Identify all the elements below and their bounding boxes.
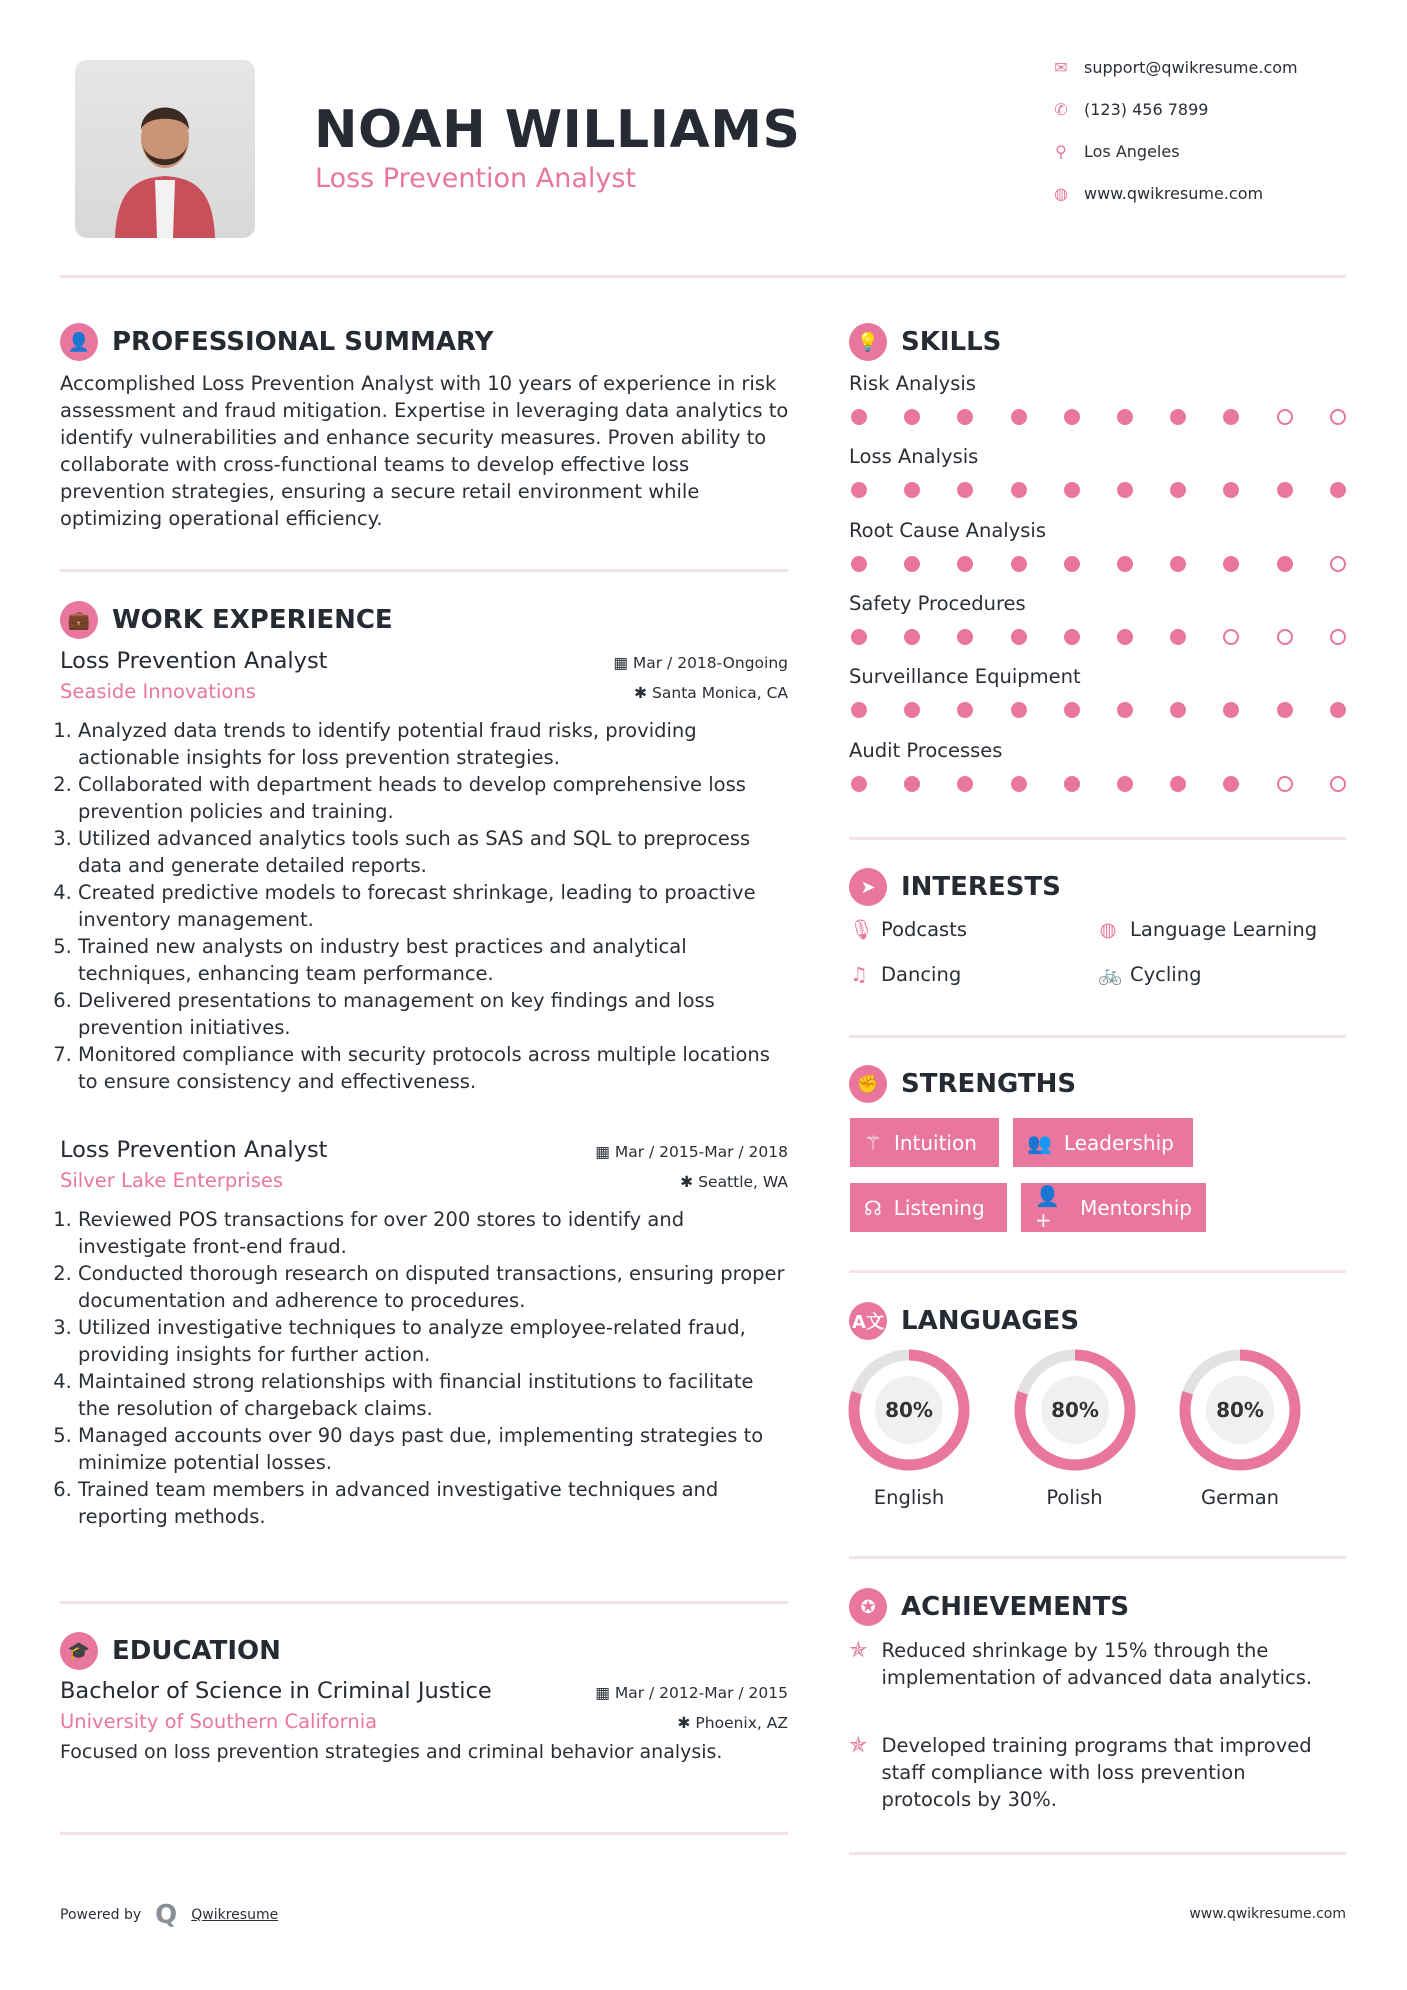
skill-name: Risk Analysis: [849, 372, 976, 395]
summary-heading: [60, 323, 493, 361]
powered-by-text: Powered by: [60, 1907, 142, 1923]
skill-dot-empty: [1277, 409, 1293, 425]
profile-photo: [75, 60, 255, 238]
job-bullet: 3. Utilized investigative techniques to analyze employee-related fraud, providing insights for further action.: [78, 1314, 788, 1368]
bicycle-icon: 🚲: [1098, 963, 1123, 986]
job-company: Seaside Innovations: [60, 680, 256, 703]
skill-dot-filled: [1223, 482, 1239, 498]
job-title: Loss Prevention Analyst: [60, 648, 328, 674]
skill-dot-filled: [1117, 482, 1133, 498]
heading-text: SKILLS: [901, 327, 1002, 357]
header-divider: [60, 275, 1346, 278]
skill-dot-filled: [1223, 776, 1239, 792]
map-pin-icon: ⚲: [1055, 142, 1067, 161]
languages-heading: [849, 1302, 1079, 1340]
divider: [849, 1852, 1346, 1855]
interest-item: [849, 918, 967, 941]
summary-text: Accomplished Loss Prevention Analyst with 10 years of experience in risk assessment and fraud mitigation. Expertise in leveraging data analytics to identify vulnerabilities and enhance security measures. Proven ability to collaborate with cross-functional teams to develop effective loss prevention strategies, ensuring a secure retail environment while optimizing operational efficiency.: [60, 372, 789, 530]
music-note-icon: ♫: [850, 963, 868, 986]
pin-icon: ✱: [680, 1173, 699, 1191]
calendar-icon: ▦: [613, 654, 633, 672]
skill-name: Root Cause Analysis: [849, 518, 1046, 542]
strength-tag: [850, 1183, 1007, 1232]
skill-dot-empty: [1277, 629, 1293, 645]
interest-item: [849, 963, 961, 986]
skill-dot-filled: [1223, 556, 1239, 572]
brand-link[interactable]: Qwikresume: [191, 1907, 279, 1923]
location-text: Phoenix, AZ: [695, 1714, 788, 1732]
calendar-icon: ▦: [595, 1143, 615, 1161]
candidate-name: NOAH WILLIAMS: [314, 100, 801, 160]
star-badge-icon: ✪: [849, 1588, 887, 1626]
job-location: [634, 684, 788, 702]
language-icon: A文: [849, 1302, 887, 1340]
skill-dot-filled: [1277, 556, 1293, 572]
skill-dot-empty: [1223, 629, 1239, 645]
phone-text: (123) 456 7899: [1084, 100, 1209, 119]
location-text: Santa Monica, CA: [652, 684, 788, 702]
skill-dot-filled: [851, 482, 867, 498]
heading-text: LANGUAGES: [901, 1306, 1080, 1336]
divider: [849, 1556, 1346, 1559]
skill-name: Loss Analysis: [849, 445, 979, 469]
language-donut: [1175, 1345, 1305, 1475]
skill-dot-filled: [1117, 629, 1133, 645]
skill-dot-filled: [1223, 702, 1239, 718]
job-location: [680, 1173, 788, 1191]
job-bullet: 4. Maintained strong relationships with financial institutions to facilitate the resolution of chargeback claims.: [78, 1368, 788, 1422]
job-bullet: 2. Collaborated with department heads to develop comprehensive loss prevention policies and training.: [78, 771, 788, 825]
skill-dot-filled: [1011, 409, 1027, 425]
microphone-icon: 🎙: [849, 918, 874, 941]
divider: [849, 837, 1346, 840]
graduation-icon: 🎓: [60, 1632, 98, 1670]
skill-dot-filled: [851, 556, 867, 572]
skill-dot-filled: [904, 776, 920, 792]
skill-dot-filled: [1330, 702, 1346, 718]
dates-text: Mar / 2012-Mar / 2015: [614, 1684, 788, 1702]
footer-website[interactable]: www.qwikresume.com: [1189, 1906, 1346, 1922]
skill-dot-filled: [851, 629, 867, 645]
heading-text: STRENGTHS: [901, 1069, 1077, 1099]
skill-dot-empty: [1277, 776, 1293, 792]
skills-heading: [849, 323, 1001, 361]
location-text: Los Angeles: [1084, 142, 1180, 161]
language-donut: [1010, 1345, 1140, 1475]
skill-dot-filled: [1064, 629, 1080, 645]
job-bullet: 3. Utilized advanced analytics tools such as SAS and SQL to preprocess data and generate detailed reports.: [78, 825, 788, 879]
magic-wand-icon: ⚚: [864, 1130, 882, 1155]
interests-heading: [849, 868, 1061, 906]
skill-dot-filled: [1170, 556, 1186, 572]
interest-item: [1098, 918, 1317, 941]
skill-dot-filled: [1170, 629, 1186, 645]
job-bullet: 1. Reviewed POS transactions for over 200 stores to identify and investigate front-end fraud.: [78, 1206, 788, 1260]
skill-name: Safety Procedures: [849, 591, 1026, 615]
job-bullet: 5. Trained new analysts on industry best practices and analytical techniques, enhancing team performance.: [78, 933, 788, 987]
heading-text: EDUCATION: [112, 1636, 281, 1666]
skill-dot-filled: [1011, 482, 1027, 498]
edu-dates: [595, 1684, 788, 1702]
language-name: Polish: [1046, 1486, 1103, 1509]
heading-text: ACHIEVEMENTS: [901, 1592, 1130, 1622]
skill-dot-filled: [1117, 409, 1133, 425]
heading-text: WORK EXPERIENCE: [112, 605, 393, 635]
skill-dot-filled: [1064, 482, 1080, 498]
job-bullet: 5. Managed accounts over 90 days past due, implementing strategies to minimize potential losses.: [78, 1422, 788, 1476]
language-donut: [844, 1345, 974, 1475]
skill-dot-empty: [1330, 629, 1346, 645]
skill-dot-filled: [1117, 556, 1133, 572]
interest-label: Dancing: [881, 963, 962, 986]
language-name: German: [1200, 1486, 1280, 1509]
envelope-icon: ✉: [1054, 58, 1068, 77]
email-text: support@qwikresume.com: [1084, 58, 1298, 77]
contact-website[interactable]: [1052, 184, 1263, 203]
achievement-text: Reduced shrinkage by 15% through the implementation of advanced data analytics.: [881, 1639, 1313, 1689]
interest-label: Podcasts: [881, 918, 968, 941]
users-icon: 👥: [1027, 1130, 1052, 1155]
skill-dot-filled: [1011, 629, 1027, 645]
skill-dot-filled: [1064, 409, 1080, 425]
divider: [849, 1270, 1346, 1273]
phone-icon: ✆: [1054, 100, 1068, 119]
skill-dot-filled: [851, 776, 867, 792]
globe-icon: ◍: [1054, 184, 1068, 203]
fist-icon: ✊: [849, 1065, 887, 1103]
heading-text: INTERESTS: [901, 872, 1061, 902]
skill-dot-filled: [1011, 702, 1027, 718]
skill-dot-filled: [1277, 482, 1293, 498]
achievements-heading: [849, 1588, 1129, 1626]
tag-label: Mentorship: [1080, 1195, 1192, 1220]
school: University of Southern California: [60, 1710, 378, 1733]
divider: [849, 1035, 1346, 1038]
contact-email[interactable]: [1052, 58, 1298, 77]
job-bullets: [60, 1206, 788, 1530]
job-company: Silver Lake Enterprises: [60, 1169, 284, 1192]
job-entry: [60, 648, 788, 1095]
strength-tag: [1013, 1118, 1193, 1167]
language-percent: 80%: [885, 1398, 933, 1422]
job-entry: [60, 1137, 788, 1530]
skill-dot-filled: [1277, 702, 1293, 718]
skill-dot-empty: [1330, 556, 1346, 572]
globe-icon: ◍: [1099, 918, 1117, 941]
dates-text: Mar / 2015-Mar / 2018: [614, 1143, 788, 1161]
strength-tag: [1021, 1183, 1206, 1232]
interest-label: Language Learning: [1130, 918, 1318, 941]
achievement-item: [849, 1732, 1319, 1813]
degree: Bachelor of Science in Criminal Justice: [60, 1678, 492, 1704]
skill-dot-filled: [1170, 482, 1186, 498]
skill-dot-filled: [1117, 702, 1133, 718]
skill-dot-filled: [904, 482, 920, 498]
user-plus-icon: 👤+: [1035, 1183, 1060, 1232]
skill-dot-filled: [904, 629, 920, 645]
achievement-item: [849, 1637, 1319, 1691]
experience-heading: [60, 601, 393, 639]
skill-dot-filled: [957, 409, 973, 425]
tag-label: Listening: [893, 1195, 985, 1220]
edu-description: Focused on loss prevention strategies and criminal behavior analysis.: [60, 1741, 723, 1763]
tag-label: Intuition: [893, 1130, 977, 1155]
skill-dot-filled: [957, 776, 973, 792]
skill-dot-filled: [1064, 776, 1080, 792]
achievement-text: Developed training programs that improved staff compliance with loss prevention protocols by 30%.: [881, 1734, 1312, 1811]
job-bullet: 7. Monitored compliance with security protocols across multiple locations to ensure consistency and effectiveness.: [78, 1041, 788, 1095]
skill-dot-filled: [957, 482, 973, 498]
paper-plane-icon: ➤: [849, 868, 887, 906]
job-bullet: 6. Trained team members in advanced investigative techniques and reporting methods.: [78, 1476, 788, 1530]
divider: [60, 1832, 788, 1835]
contact-phone: [1052, 100, 1208, 119]
strength-tag: [850, 1118, 999, 1167]
qwikresume-logo-icon: Q: [155, 1900, 178, 1930]
job-bullet: 1. Analyzed data trends to identify potential fraud risks, providing actionable insights for loss prevention strategies.: [78, 717, 788, 771]
skill-name: Audit Processes: [849, 738, 1003, 762]
divider: [60, 1601, 788, 1604]
skill-dot-empty: [1330, 776, 1346, 792]
footer-powered: [60, 1900, 278, 1930]
skill-dot-filled: [1170, 409, 1186, 425]
edu-location: [678, 1714, 789, 1732]
lightbulb-icon: 💡: [849, 323, 887, 361]
skill-dot-filled: [904, 556, 920, 572]
job-title: Loss Prevention Analyst: [60, 1137, 328, 1163]
heading-text: PROFESSIONAL SUMMARY: [112, 327, 494, 357]
shooting-star-icon: ✯: [849, 1638, 868, 1663]
job-bullet: 4. Created predictive models to forecast shrinkage, leading to proactive inventory management.: [78, 879, 788, 933]
skill-dot-filled: [1170, 702, 1186, 718]
skill-dot-filled: [1064, 556, 1080, 572]
skill-dot-filled: [904, 702, 920, 718]
location-text: Seattle, WA: [698, 1173, 788, 1191]
skill-dot-filled: [851, 409, 867, 425]
interest-item: [1098, 963, 1201, 986]
language-percent: 80%: [1050, 1398, 1099, 1422]
skill-dot-filled: [957, 629, 973, 645]
dates-text: Mar / 2018-Ongoing: [632, 654, 788, 672]
website-text: www.qwikresume.com: [1084, 184, 1264, 203]
job-bullet: 6. Delivered presentations to management on key findings and loss prevention initiatives.: [78, 987, 788, 1041]
skill-dot-filled: [1011, 556, 1027, 572]
shooting-star-icon: ✯: [849, 1733, 868, 1758]
skill-dot-filled: [851, 702, 867, 718]
contact-location: [1052, 142, 1180, 161]
tag-label: Leadership: [1063, 1130, 1174, 1155]
pin-icon: ✱: [677, 1714, 696, 1732]
skill-dot-filled: [1223, 409, 1239, 425]
language-name: English: [873, 1486, 945, 1509]
calendar-icon: ▦: [595, 1684, 615, 1702]
job-dates: [595, 1143, 788, 1161]
skill-dot-filled: [904, 409, 920, 425]
divider: [60, 569, 788, 572]
skill-dot-filled: [1170, 776, 1186, 792]
job-bullet: 2. Conducted thorough research on disputed transactions, ensuring proper documentation and adherence to procedures.: [78, 1260, 788, 1314]
headphones-icon: ☊: [864, 1195, 882, 1220]
job-dates: [613, 654, 788, 672]
language-percent: 80%: [1216, 1398, 1264, 1422]
user-icon: 👤: [60, 323, 98, 361]
skill-dot-empty: [1330, 409, 1346, 425]
skill-dot-filled: [1011, 776, 1027, 792]
pin-icon: ✱: [634, 684, 653, 702]
strengths-heading: [849, 1065, 1076, 1103]
skill-dot-filled: [1064, 702, 1080, 718]
interest-label: Cycling: [1130, 963, 1202, 986]
skill-dot-filled: [1117, 776, 1133, 792]
skill-dot-filled: [957, 556, 973, 572]
briefcase-icon: 💼: [60, 601, 98, 639]
skill-dot-filled: [1330, 482, 1346, 498]
skill-dot-filled: [957, 702, 973, 718]
education-entry: [60, 1678, 788, 1766]
candidate-title: Loss Prevention Analyst: [315, 163, 636, 194]
skill-name: Surveillance Equipment: [849, 665, 1081, 689]
job-bullets: [60, 717, 788, 1095]
education-heading: [60, 1632, 281, 1670]
